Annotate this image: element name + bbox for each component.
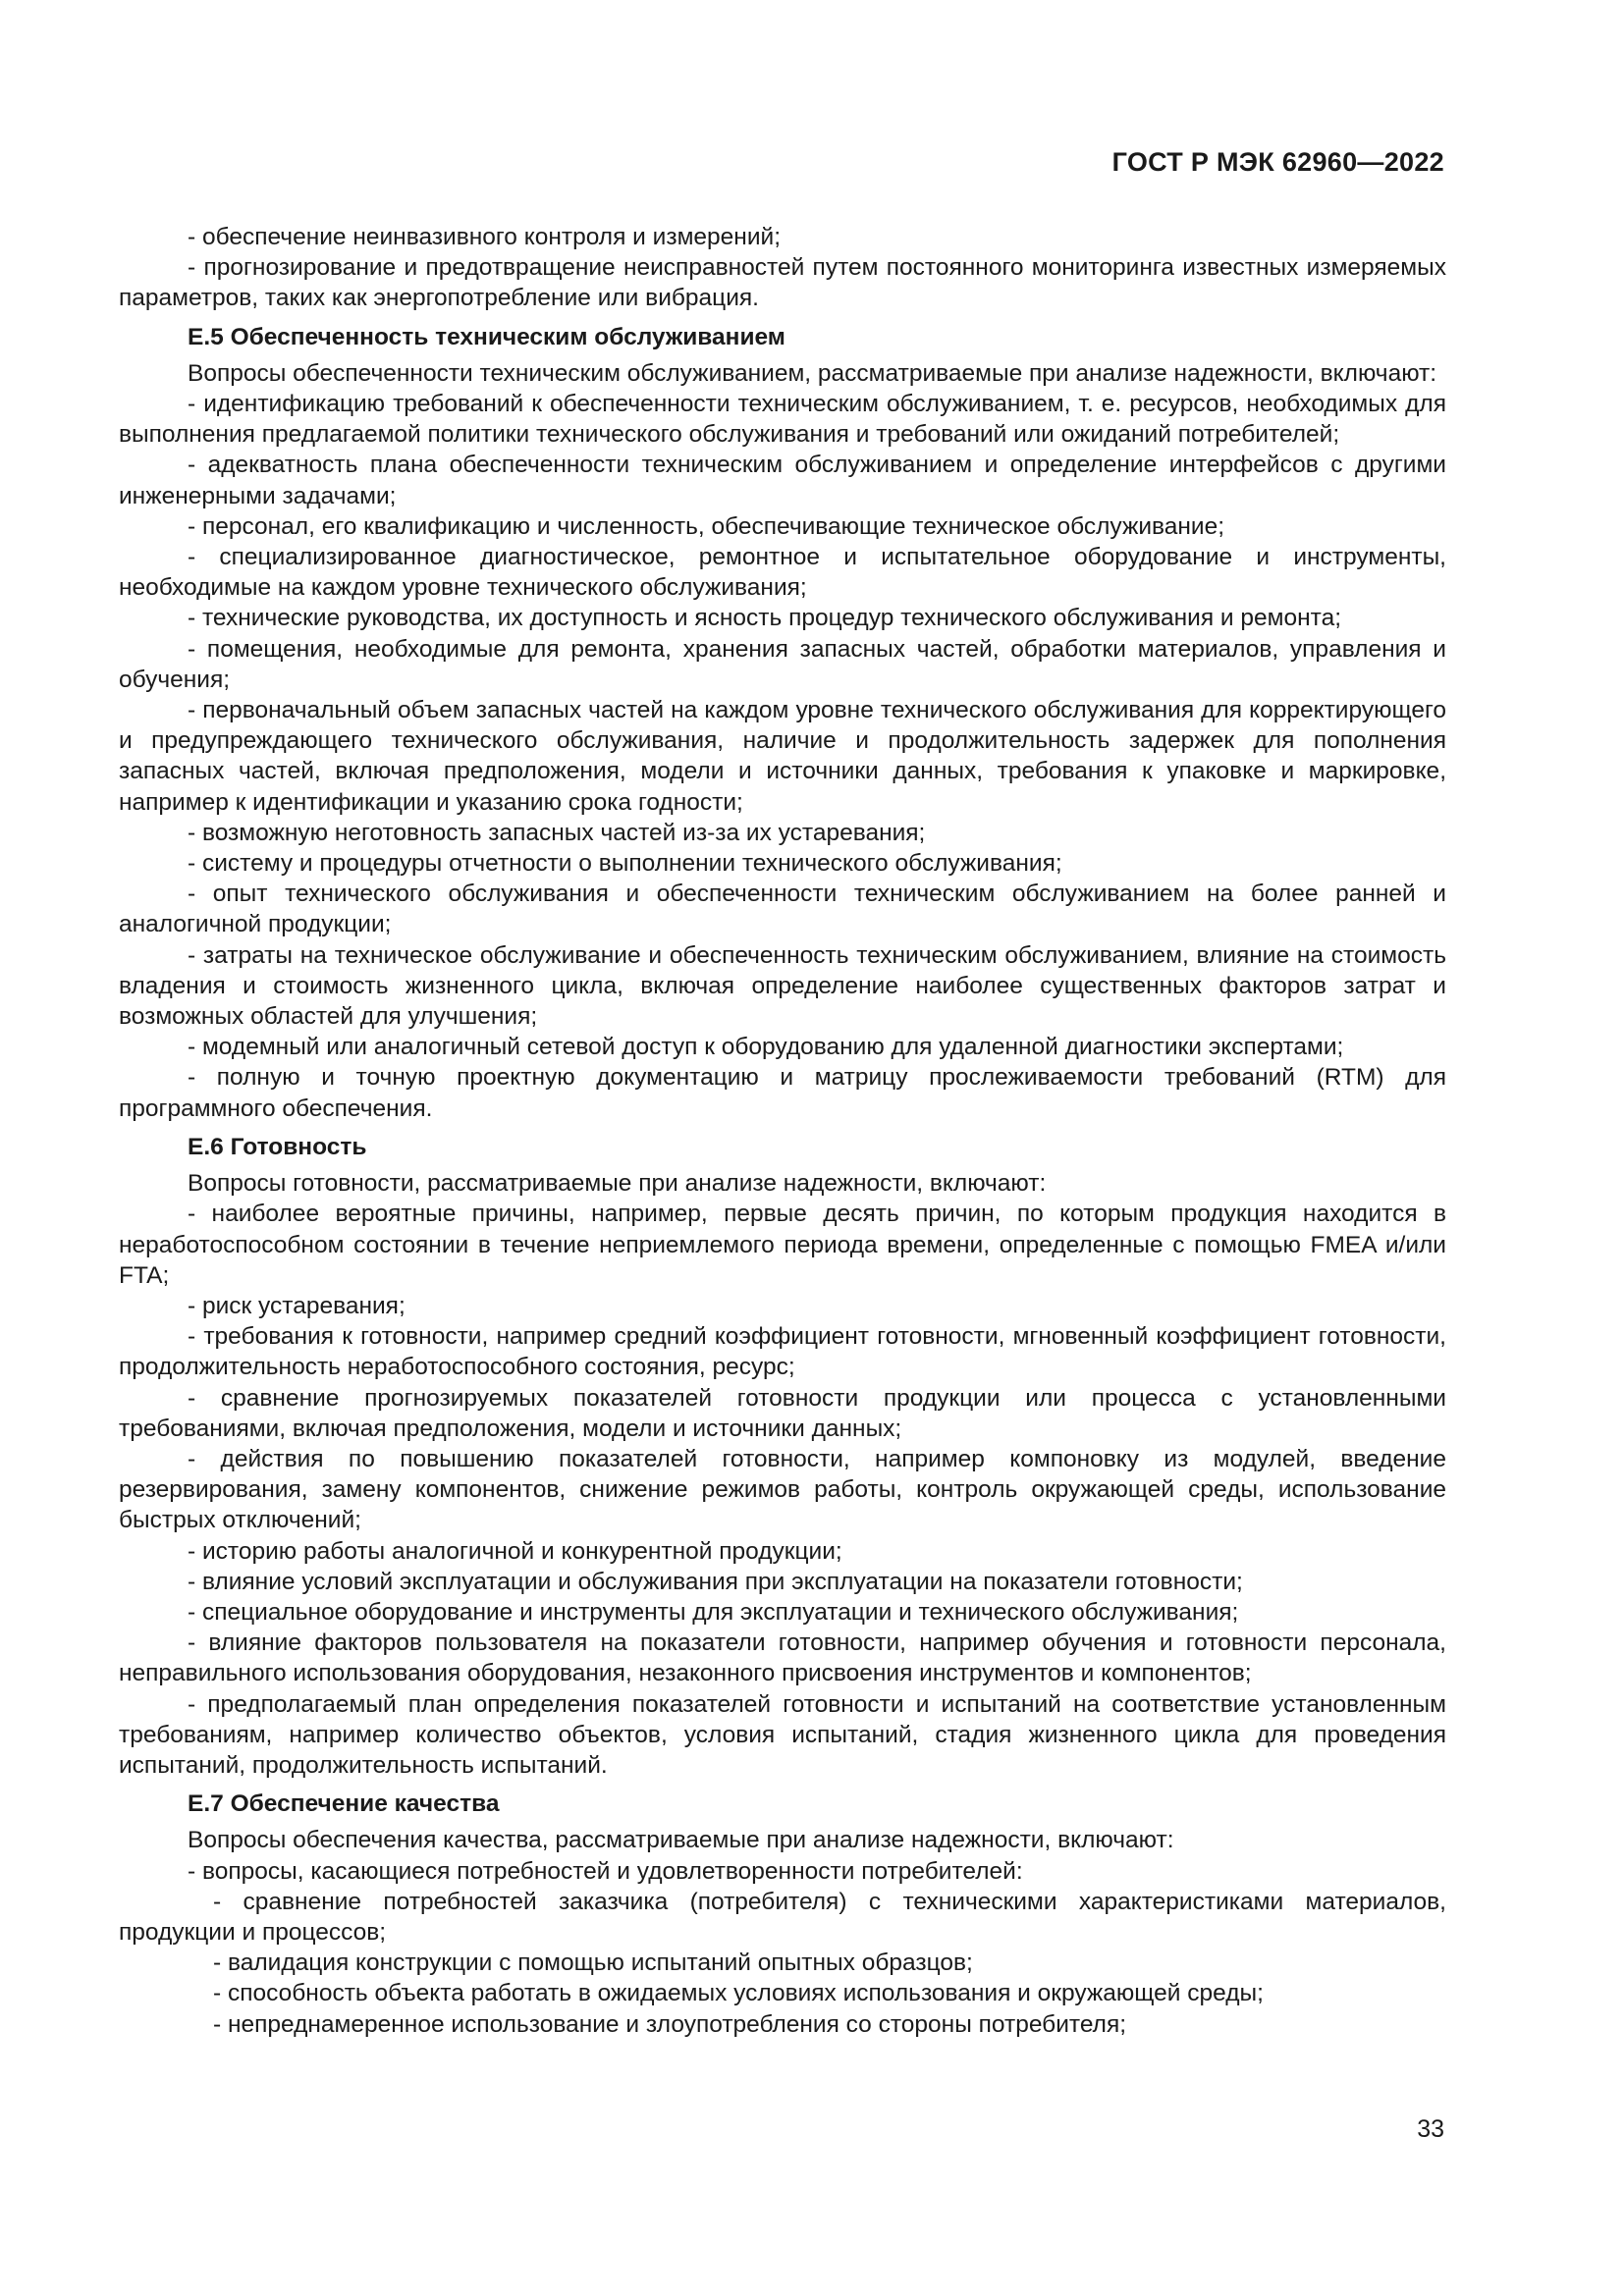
list-item: - историю работы аналогичной и конкурентной продукции; <box>188 1537 842 1565</box>
list-item: - опыт технического обслуживания и обеспеченности техническим обслуживанием на более ранней и аналогичной продукции; <box>119 881 1446 938</box>
sub-list-item: - непреднамеренное использование и злоупотребления со стороны потребителя; <box>213 2010 1127 2038</box>
list-item: - первоначальный объем запасных частей на каждом уровне технического обслуживания для корректирующего и предупреждающего технического обслуживания, наличие и продолжительность задержек для пополнения запасных частей, включая предположения, модели и источники данных, требования к упаковке и маркировке, например к идентификации и указанию срока годности; <box>119 697 1446 816</box>
list-item: - помещения, необходимые для ремонта, хранения запасных частей, обработки материалов, управления и обучения; <box>119 635 1446 693</box>
sub-list-item: - способность объекта работать в ожидаемых условиях использования и окружающей среды; <box>213 1980 1264 2007</box>
section-intro: Вопросы обеспечения качества, рассматриваемые при анализе надежности, включают: <box>188 1827 1174 1854</box>
list-item: - адекватность плана обеспеченности техническим обслуживанием и определение интерфейсов с другими инженерными задачами; <box>119 452 1446 509</box>
list-item: - специализированное диагностическое, ремонтное и испытательное оборудование и инструменты, необходимые на каждом уровне технического обслуживания; <box>119 544 1446 602</box>
list-item: - наиболее вероятные причины, например, первые десять причин, по которым продукция находится в неработоспособном состоянии в течение неприемлемого периода времени, определенные с помощью FMEA и/или FTA; <box>119 1201 1446 1289</box>
list-item: - обеспечение неинвазивного контроля и измерений; <box>188 224 782 250</box>
section-heading-e7: Е.7 Обеспечение качества <box>188 1790 500 1818</box>
list-item: - сравнение прогнозируемых показателей готовности продукции или процесса с установленными требованиями, включая предположения, модели и источники данных; <box>119 1384 1446 1442</box>
list-item: - модемный или аналогичный сетевой доступ к оборудованию для удаленной диагностики экспертами; <box>188 1034 1344 1061</box>
section-intro: Вопросы обеспеченности техническим обслуживанием, рассматриваемые при анализе надежности, включают: <box>188 359 1437 387</box>
page-number: 33 <box>1417 2115 1444 2143</box>
list-item: - предполагаемый план определения показателей готовности и испытаний на соответствие установленным требованиям, например количество объектов, условия испытаний, стадия жизненного цикла для проведения испытаний, продолжительность испытаний. <box>119 1690 1446 1779</box>
list-item: - специальное оборудование и инструменты для эксплуатации и технического обслуживания; <box>188 1598 1239 1626</box>
list-item: - технические руководства, их доступность и ясность процедур технического обслуживания и ремонта; <box>188 605 1342 632</box>
document-code: ГОСТ Р МЭК 62960—2022 <box>1111 147 1444 177</box>
list-item: - идентификацию требований к обеспеченности техническим обслуживанием, т. е. ресурсов, необходимых для выполнения предлагаемой политики технического обслуживания и требований или ожиданий потребителей; <box>119 391 1446 449</box>
section-heading-e6: Е.6 Готовность <box>188 1133 367 1160</box>
section-intro: Вопросы готовности, рассматриваемые при анализе надежности, включают: <box>188 1170 1047 1198</box>
sub-list-item: - сравнение потребностей заказчика (потребителя) с техническими характеристиками материалов, продукции и процессов; <box>119 1888 1446 1946</box>
list-item: - действия по повышению показателей готовности, например компоновку из модулей, введение резервирования, замену компонентов, снижение режимов работы, контроль окружающей среды, использование быстрых отключений; <box>119 1445 1446 1534</box>
list-item: - персонал, его квалификацию и численность, обеспечивающие техническое обслуживание; <box>188 512 1225 540</box>
list-item: - влияние факторов пользователя на показатели готовности, например обучения и готовности персонала, неправильного использования оборудования, незаконного присвоения инструментов и компонентов; <box>119 1629 1446 1687</box>
section-heading-e5: Е.5 Обеспеченность техническим обслуживанием <box>188 323 785 350</box>
list-item: - затраты на техническое обслуживание и обеспеченность техническим обслуживанием, влияние на стоимость владения и стоимость жизненного цикла, включая определение наиболее существенных факторов затрат и возможных областей для улучшения; <box>119 941 1446 1031</box>
list-item: - влияние условий эксплуатации и обслуживания при эксплуатации на показатели готовности; <box>188 1568 1243 1595</box>
page-body <box>119 222 1446 2040</box>
list-item: - риск устаревания; <box>188 1292 406 1319</box>
sub-list-item: - валидация конструкции с помощью испытаний опытных образцов; <box>213 1949 973 1977</box>
list-item: - возможную неготовность запасных частей из-за их устаревания; <box>188 819 926 846</box>
list-item: - прогнозирование и предотвращение неисправностей путем постоянного мониторинга известных измеряемых параметров, таких как энергопотребление или вибрация. <box>119 254 1446 312</box>
list-item: - требования к готовности, например средний коэффициент готовности, мгновенный коэффициент готовности, продолжительность неработоспособного состояния, ресурс; <box>119 1323 1446 1381</box>
list-item: - вопросы, касающиеся потребностей и удовлетворенности потребителей: <box>188 1857 1023 1885</box>
list-item: - полную и точную проектную документацию и матрицу прослеживаемости требований (RTM) для программного обеспечения. <box>119 1064 1446 1122</box>
list-item: - систему и процедуры отчетности о выполнении технического обслуживания; <box>188 850 1062 878</box>
